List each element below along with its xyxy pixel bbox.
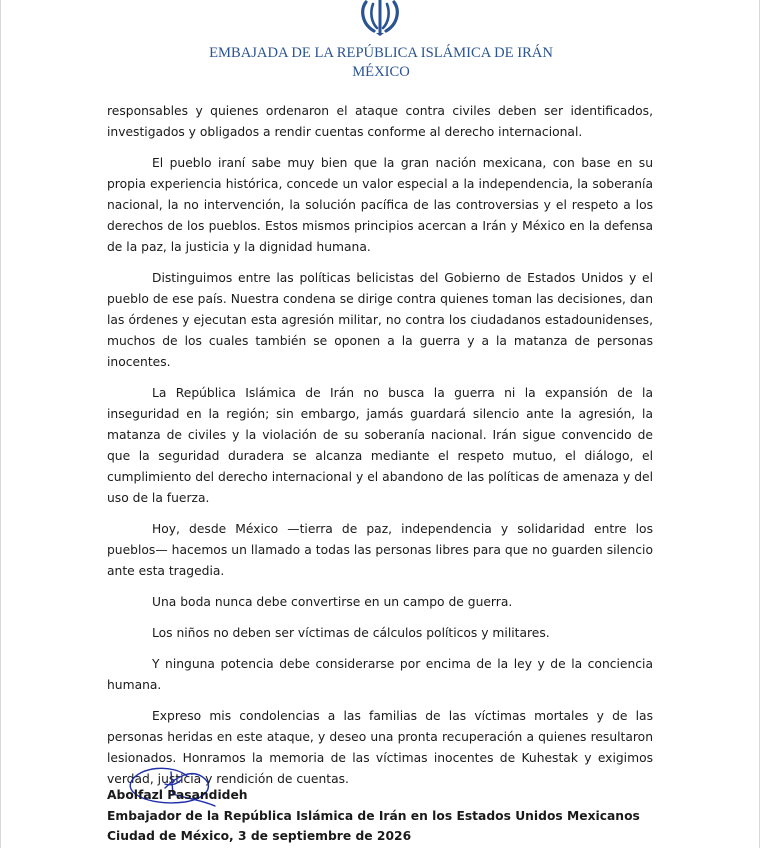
embassy-country: MÉXICO: [352, 64, 410, 80]
paragraph: Y ninguna potencia debe considerarse por encima de la ley y de la conciencia humana.: [107, 657, 653, 692]
embassy-name: EMBAJADA DE LA REPÚBLICA ISLÁMICA DE IRÁN: [209, 45, 553, 61]
signature-block: [107, 785, 667, 847]
place-and-date: Ciudad de México, 3 de septiembre de 2026: [107, 829, 412, 843]
iran-emblem-icon: [356, 0, 404, 36]
paragraph: La República Islámica de Irán no busca la guerra ni la expansión de la inseguridad en la región; sin embargo, jamás guardará silencio ante la agresión, la matanza de civiles y la violación de su soberanía nacional. Irán sigue convencido de que la seguridad duradera se alcanza mediante el respeto mutuo, el diálogo, el cumplimiento del derecho internacional y el abandono de las políticas de amenaza y del uso de la fuerza.: [107, 386, 653, 505]
letterhead: [1, 44, 760, 82]
signatory-title: Embajador de la República Islámica de Irán en los Estados Unidos Mexicanos: [107, 808, 640, 823]
letter-body: [107, 101, 653, 800]
paragraph: Hoy, desde México —tierra de paz, independencia y solidaridad entre los pueblos— hacemos un llamado a todas las personas libres para que no guarden silencio ante esta tragedia.: [107, 522, 653, 578]
paragraph-continuation: responsables y quienes ordenaron el ataque contra civiles deben ser identificados, investigados y obligados a rendir cuentas conforme al derecho internacional.: [107, 104, 653, 139]
paragraph: Distinguimos entre las políticas belicistas del Gobierno de Estados Unidos y el pueblo de ese país. Nuestra condena se dirige contra quienes toman las decisiones, dan las órdenes y ejecutan esta agresión militar, no contra los ciudadanos estadounidenses, muchos de los cuales también se oponen a la guerra y a la matanza de personas inocentes.: [107, 271, 653, 369]
paragraph: Una boda nunca debe convertirse en un campo de guerra.: [152, 595, 513, 609]
signatory-name: Abolfazl Pasandideh: [107, 788, 248, 802]
paragraph: Los niños no deben ser víctimas de cálculos políticos y militares.: [152, 626, 550, 640]
paragraph: Expreso mis condolencias a las familias de las víctimas mortales y de las personas heridas en este ataque, y deseo una pronta recuperación a quienes resultaron lesionados. Honramos la memoria de las víctimas inocentes de Kuhestak y exigimos verdad, justicia y rendición de cuentas.: [107, 709, 653, 786]
paragraph: El pueblo iraní sabe muy bien que la gran nación mexicana, con base en su propia experiencia histórica, concede un valor especial a la independencia, la soberanía nacional, la no intervención, la solución pacífica de las controversias y el respeto a los derechos de los pueblos. Estos mismos principios acercan a Irán y México en la defensa de la paz, la justicia y la dignidad humana.: [107, 156, 653, 254]
